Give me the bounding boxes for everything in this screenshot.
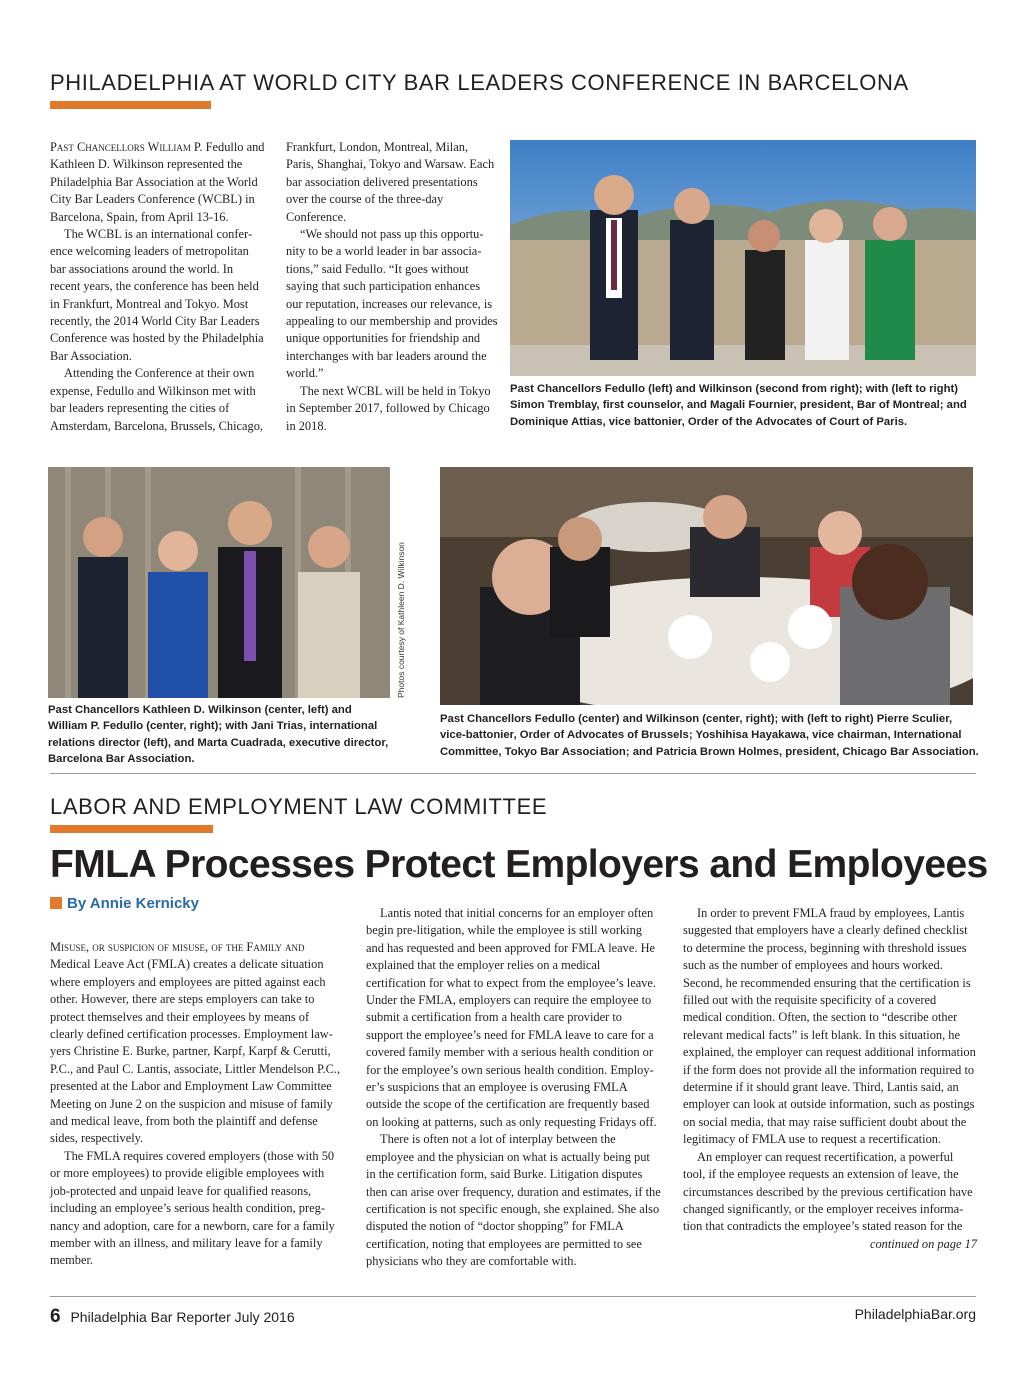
section-heading-labor-employment: LABOR AND EMPLOYMENT LAW COMMITTEE: [50, 794, 548, 819]
article2-column-1: [50, 939, 342, 1270]
photo-image: [510, 140, 976, 376]
section-accent-bar: [50, 101, 211, 109]
article1-paragraph: Attending the Conference at their own expense, Fedullo and Wilkinson met with bar leaders representing the cities of Amsterdam, Barcelona, Brussels, Chicago,: [50, 366, 264, 433]
section-accent-bar: [50, 825, 213, 833]
article-headline: FMLA Processes Protect Employers and Employees: [50, 843, 988, 886]
article1-paragraph: The next WCBL will be held in Tokyo in September 2017, followed by Chicago in 2018.: [286, 383, 491, 433]
photo2-caption: Past Chancellors Kathleen D. Wilkinson (center, left) and William P. Fedullo (center, right); with Jani Trias, international relations director (left), and Marta Cuadrada, executive director, Barcelona Bar Association.: [48, 704, 389, 766]
article1-paragraph: Fedullo and Kathleen D. Wilkinson represented the Philadelphia Bar Association at the World City Bar Leaders Conference (WCBL) in Barcelona, Spain, from April 13-16.: [50, 140, 265, 224]
publication-name: Philadelphia Bar Reporter July 2016: [70, 1309, 295, 1325]
article2-lead-in: Misuse, or suspicion of misuse, of the Family and: [50, 940, 305, 954]
article2-paragraph: The FMLA requires covered employers (those with 50 or more employees) to provide eligible employees with job-protected and unpaid leave for qualified reasons, including an employee’s serious health condition, pregnancy and adoption, care for a newborn, care for a family member with an illness, and military leave for a family member.: [50, 1148, 335, 1268]
article1-column-1: [50, 139, 266, 435]
page-number: 6: [50, 1306, 61, 1327]
section-heading-bar-leaders: PHILADELPHIA AT WORLD CITY BAR LEADERS CONFERENCE IN BARCELONA: [50, 70, 909, 95]
footer-rule: [50, 1296, 976, 1297]
article1-paragraph: The WCBL is an international conference welcoming leaders of metropolitan bar associations around the world. In recent years, the conference has been held in Frankfurt, Montreal and Tokyo. Most recently, the 2014 World City Bar Leaders Conference was hosted by the Philadelphia Bar Association.: [50, 227, 264, 363]
article1-column-2: [286, 139, 498, 435]
byline-text: By Annie Kernicky: [67, 895, 199, 912]
article-byline: [50, 895, 199, 912]
article2-paragraph: Medical Leave Act (FMLA) creates a delicate situation where employers and employees are pitted against each other. However, there are steps employers can take to protect themselves and their employees by means of clearly defined certification processes. Employment lawyers Christine E. Burke, partner, Karpf, Karpf & Cerutti, P.C., and Paul C. Lantis, associate, Littler Mendelson P.C., presented at the Labor and Employment Law Committee Meeting on June 2 on the suspicion and misuse of family and medical leave, from both the plaintiff and defense sides, respectively.: [50, 957, 341, 1146]
article2-paragraph: In order to prevent FMLA fraud by employees, Lantis suggested that employers have a clearly defined checklist to determine the process, beginning with threshold issues such as the number of employees and hours worked. Second, he recommended ensuring that the certification is filled out with the requisite specificity of a covered medical condition. Often, the section to “describe other relevant medical facts” is left blank. In this situation, he explained, the employer can request additional information if the form does not provide all the information required to determine if it should grant leave. Third, Lantis said, an employer can look at outside information, such as postings on social media, that may raise sufficient doubt about the legitimacy of FMLA use to request a recertification.: [683, 906, 976, 1147]
photo-dinner-table-group: [440, 467, 973, 705]
section-divider: [50, 773, 976, 774]
photo3-caption: Past Chancellors Fedullo (center) and Wilkinson (center, right); with (left to right) Pierre Sculier, vice-battonier, Order of Advocates of Brussels; Yoshihisa Hayakawa, vice chairman, International Committee, Tokyo Bar Association; and Patricia Brown Holmes, president, Chicago Bar Association.: [440, 713, 979, 758]
photo-image: [440, 467, 973, 705]
footer-website: PhiladelphiaBar.org: [854, 1306, 976, 1322]
byline-square-icon: [50, 897, 62, 909]
article1-lead-in: Past Chancellors William P.: [50, 140, 203, 154]
article2-column-2: [366, 905, 662, 1271]
article1-paragraph: “We should not pass up this opportunity to be a world leader in bar associations,” said Fedullo. “It goes without saying that such participation enhances our reputation, increases our relevance, is appealing to our membership and provides unique opportunities for friendship and interchanges with bar leaders around the world.”: [286, 227, 498, 381]
footer-left: [50, 1306, 295, 1328]
article2-column-3: [683, 905, 977, 1253]
photo1-caption: Past Chancellors Fedullo (left) and Wilkinson (second from right); with (left to right) Simon Tremblay, first counselor, and Magali Fournier, president, Bar of Montreal; and Dominique Attias, vice battonier, Order of the Advocates of Court of Paris.: [510, 383, 967, 428]
article2-paragraph: An employer can request recertification, a powerful tool, if the employee requests an extension of leave, the circumstances described by the previous certification have changed significantly, or the employer receives information that contradicts the employee’s stated reason for the: [683, 1149, 973, 1234]
article2-paragraph: Lantis noted that initial concerns for an employer often begin pre-litigation, while the employee is still working and has requested and been approved for FMLA leave. He explained that the employer relies on a medical certification for what to expect from the employee’s leave. Under the FMLA, employers can require the employee to submit a certification from a health care provider to support the employee’s need for FMLA leave to care for a covered family member with a serious health condition or for the employee’s own serious health condition. Employer’s suspicions that an employee is overusing FMLA outside the scope of the certification are frequently based on looking at patterns, such as only requesting Fridays off.: [366, 906, 657, 1129]
photo-barcelona-bar-group: [48, 467, 390, 698]
photo-credit: Photos courtesy of Kathleen D. Wilkinson: [396, 542, 406, 698]
photo-image: [48, 467, 390, 698]
article2-paragraph: There is often not a lot of interplay between the employee and the physician on what is actually being put in the certification form, said Burke. Litigation disputes then can arise over frequency, duration and estimates, if the certification is not specific enough, she explained. She also disputed the notion of “doctor shopping” for FMLA certification, noting that employees are permitted to see physicians who they are comfortable with.: [366, 1132, 661, 1269]
photo-montreal-paris-group: [510, 140, 976, 376]
article1-paragraph: Frankfurt, London, Montreal, Milan, Paris, Shanghai, Tokyo and Warsaw. Each bar association delivered presentations over the course of the three-day Conference.: [286, 140, 495, 224]
continued-link: continued on page 17: [869, 1236, 977, 1251]
